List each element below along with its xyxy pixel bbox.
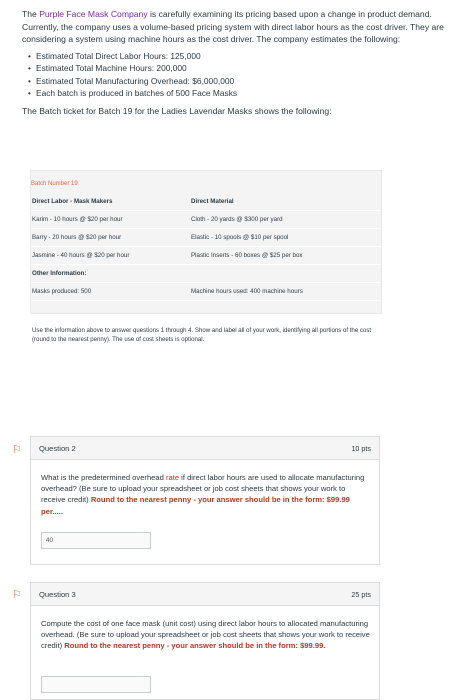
intro-paragraph <box>22 8 452 46</box>
estimates-list <box>22 50 452 100</box>
question-3-body <box>30 606 380 700</box>
question-3-answer-input[interactable] <box>41 676 151 693</box>
table-row <box>31 229 381 247</box>
company-name: Purple Face Mask Company <box>39 9 148 19</box>
table-row <box>31 247 381 265</box>
question-3-points: 25 pts <box>351 590 371 599</box>
batch-ticket-table <box>31 193 381 301</box>
list-item: • Each batch is produced in batches of 500 Face Masks <box>36 87 452 100</box>
list-item: • Estimated Total Manufacturing Overhead: $6,000,000 <box>36 75 452 88</box>
list-item: • Estimated Total Machine Hours: 200,000 <box>36 62 452 75</box>
question-2-answer-input[interactable]: 40 <box>41 532 151 549</box>
highlight-rate: rate <box>165 473 180 482</box>
table-cell: Machine hours used: 400 machine hours <box>189 283 381 301</box>
question-2-body <box>30 460 380 565</box>
table-cell: Jasmine - 40 hours @ $20 per hour <box>31 247 184 265</box>
question-3-title: Question 3 <box>39 590 76 599</box>
question-3-text: Compute the cost of one face mask (unit cost) using direct labor hours to allocated manufacturing overhead. (Be sure to upload your spreadsheet or job cost sheets that shows your work to receive credit) Round to the nearest penny - your answer should be in the form: $99.99. <box>41 619 370 651</box>
batch-number-label: Batch Number 19 <box>31 181 78 187</box>
flag-question-icon[interactable]: ⚐ <box>12 444 22 456</box>
batch-intro-text: The Batch ticket for Batch 19 for the Ladies Lavendar Masks shows the following: <box>22 105 332 116</box>
question-2-header <box>30 436 380 460</box>
table-cell: Plastic Inserts - 60 boxes @ $25 per box <box>189 247 381 265</box>
question-2-title: Question 2 <box>39 444 76 453</box>
intro-text-start: The <box>22 9 40 19</box>
table-cell: Karim - 10 hours @ $20 per hour <box>31 211 184 229</box>
question-2-points: 10 pts <box>351 444 371 453</box>
problem-intro <box>22 8 452 117</box>
table-row <box>31 265 381 283</box>
table-cell: Direct Material <box>189 193 381 211</box>
list-item: • Estimated Total Direct Labor Hours: 125,000 <box>36 50 452 63</box>
table-cell: Direct Labor - Mask Makers <box>31 193 184 211</box>
table-cell <box>189 265 381 283</box>
table-cell: Cloth - 20 yards @ $300 per yard <box>189 211 381 229</box>
table-row <box>31 211 381 229</box>
table-cell: Masks produced: 500 <box>31 283 184 301</box>
table-cell: Elastic - 10 spools @ $10 per spool <box>189 229 381 247</box>
intro-text-rest: is carefully examining its pricing based upon a change in product demand. Currently, the company uses a volume-based pricing system with direct labor hours as the cost driver. They are considering a system using machine hours as the cost driver. The company estimates the following: <box>22 9 444 45</box>
question-3-header <box>30 582 380 606</box>
flag-question-icon[interactable]: ⚐ <box>12 589 22 601</box>
table-cell: Other Information: <box>31 265 184 283</box>
instructions-note: Use the information above to answer questions 1 through 4. Show and label all of your work, identifying all portions of the cost (round to the nearest penny). The use of cost sheets is optional. <box>32 327 372 343</box>
table-row <box>31 193 381 211</box>
batch-ticket <box>30 170 382 343</box>
rounding-instruction: Round to the nearest penny - your answer should be in the form: $99.99. <box>64 641 326 651</box>
question-2-text: What is the predetermined overhead rate if direct labor hours are used to allocate manufacturing overhead? (Be sure to upload your spreadsheet or job cost sheets that shows your work to receive credit) Round to the nearest penny - your answer should be in the form: $99.99 per..... <box>41 473 365 516</box>
rounding-instruction: Round to the nearest penny - your answer should be in the form: $99.99 per..... <box>41 495 350 516</box>
table-cell: Barry - 20 hours @ $20 per hour <box>31 229 184 247</box>
table-row <box>31 283 381 301</box>
